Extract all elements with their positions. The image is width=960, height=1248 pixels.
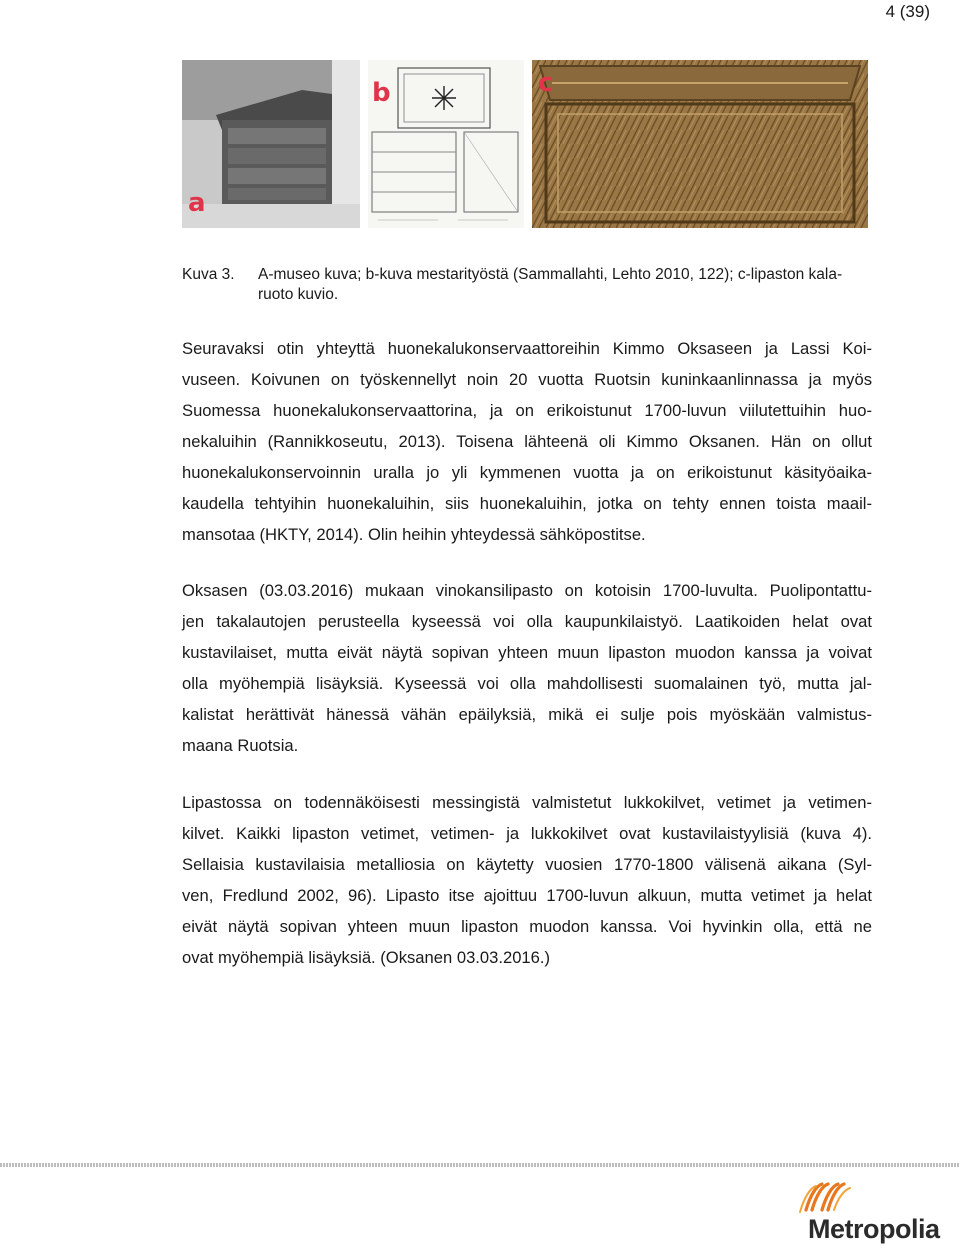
photo-label-b: b <box>372 78 391 108</box>
caption-label: Kuva 3. <box>182 266 235 283</box>
figure-caption <box>182 265 872 305</box>
paragraph-line: nekaluihin (Rannikkoseutu, 2013). Toisena lähteenä oli Kimmo Oksanen. Hän on ollut <box>182 432 872 451</box>
paragraph-line: ven, Fredlund 2002, 96). Lipasto itse ajoittuu 1700-luvun alkuun, mutta vetimet ja helat <box>182 886 872 905</box>
paragraph-line: kustavilaiset, mutta eivät näytä sopivan yhteen muun lipaston muodon kanssa ja voivat <box>182 643 872 662</box>
paragraph-1 <box>182 333 872 550</box>
paragraph-line: huonekalukonservoinnin uralla jo yli kymmenen vuotta ja on erikoistunut käsityöaika- <box>182 463 872 482</box>
paragraph-line: eivät näytä sopivan yhteen muun lipaston muodon kanssa. Voi hyvinkin olla, että ne <box>182 917 872 936</box>
caption-text-line-2: ruoto kuvio. <box>258 286 339 303</box>
paragraph-line: Lipastossa on todennäköisesti messingistä valmistetut lukkokilvet, vetimet ja vetimen- <box>182 793 872 812</box>
paragraph-line: olla myöhempiä lisäyksiä. Kyseessä voi olla mahdollisesti suomalainen työ, mutta jal- <box>182 674 872 693</box>
figure-kuva-3 <box>182 60 868 228</box>
paragraph-line: kalistat herättivät hänessä vähän epäilyksiä, mikä ei sulje pois myöskään valmistus- <box>182 705 872 724</box>
paragraph-line: ovat myöhempiä lisäyksiä. (Oksanen 03.03.2016.) <box>182 948 551 967</box>
photo-a-museum-bureau <box>182 60 360 228</box>
paragraph-line: Seuravaksi otin yhteyttä huonekalukonservaattoreihin Kimmo Oksaseen ja Lassi Koi- <box>182 339 872 358</box>
metropolia-logo-text: Metropolia <box>808 1214 940 1244</box>
paragraph-line: Suomessa huonekalukonservaattorina, ja on erikoistunut 1700-luvun viilutettuihin huo- <box>182 401 872 420</box>
paragraph-line: Sellaisia kustavilaisia metalliosia on käytetty vuosien 1770-1800 välisenä aikana (Syl- <box>182 855 872 874</box>
paragraph-line: jen takalautojen perusteella kyseessä voi olla kaupunkilaistyö. Laatikoiden helat ovat <box>182 612 872 631</box>
photo-label-c: c <box>538 68 554 98</box>
page-number: 4 (39) <box>885 2 930 21</box>
paragraph-2 <box>182 575 872 761</box>
footer-divider <box>0 1163 960 1167</box>
paragraph-line: kilvet. Kaikki lipaston vetimet, vetimen- ja lukkokilvet ovat kustavilaistyylisiä (kuva 4). <box>182 824 872 843</box>
paragraph-line: maana Ruotsia. <box>182 736 299 755</box>
photo-b-drawing <box>368 60 524 228</box>
paragraph-line: mansotaa (HKTY, 2014). Olin heihin yhteydessä sähköpostitse. <box>182 525 646 544</box>
paragraph-line: kaudella tehtyihin huonekaluihin, siis huonekaluihin, jotka on tehty ennen toista maail- <box>182 494 872 513</box>
photo-label-a: a <box>188 188 206 218</box>
caption-text-line-1: A-museo kuva; b-kuva mestarityöstä (Sammallahti, Lehto 2010, 122); c-lipaston kala- <box>258 266 843 283</box>
paragraph-3 <box>182 787 872 973</box>
paragraph-line: vuseen. Koivunen on työskennellyt noin 20 vuotta Ruotsin kuninkaanlinnassa ja myös <box>182 370 872 389</box>
photo-c-veneer-pattern <box>532 60 868 228</box>
paragraph-line: Oksasen (03.03.2016) mukaan vinokansilipasto on kotoisin 1700-luvulta. Puolipontattu- <box>182 581 872 600</box>
